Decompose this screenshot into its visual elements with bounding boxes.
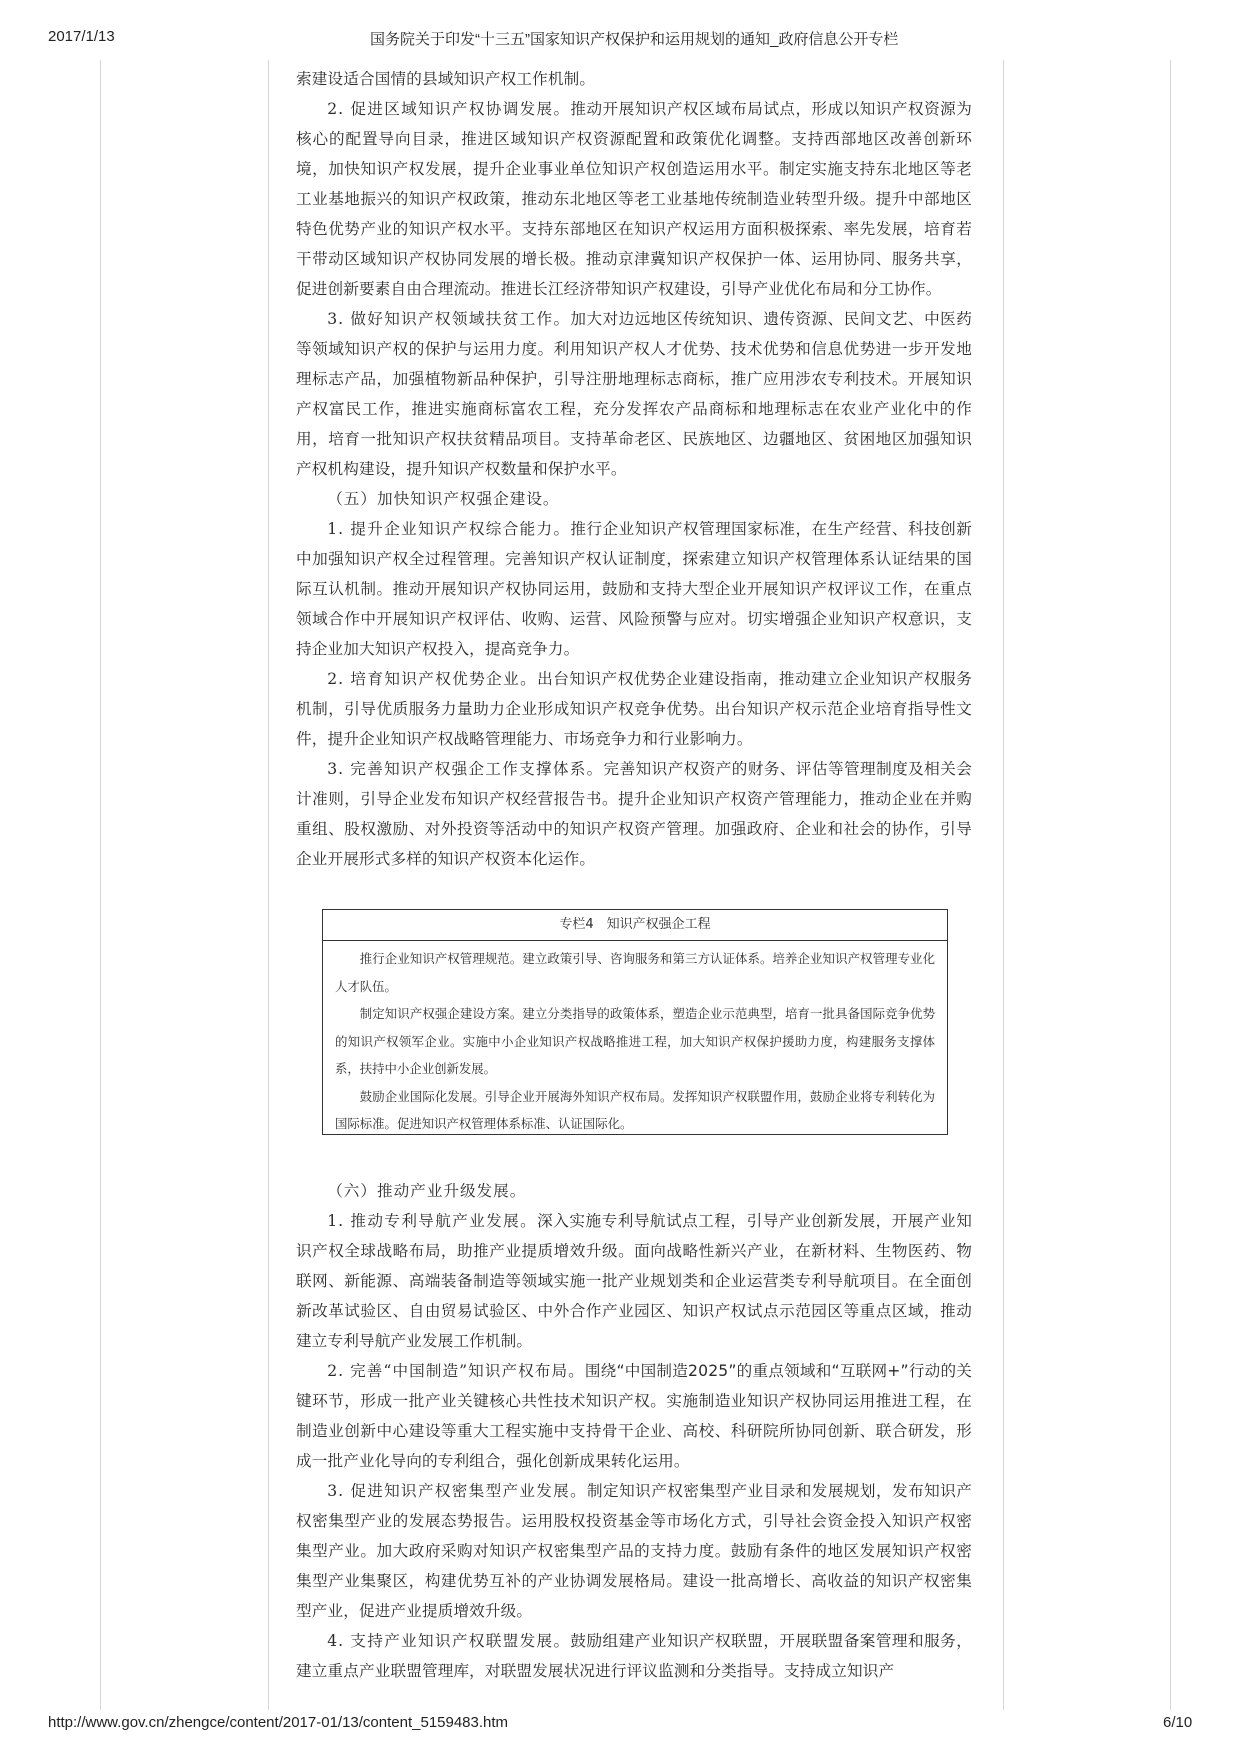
paragraph-text: 推行企业知识产权管理国家标准，在生产经营、科技创新中加强知识产权全过程管理。完善知识产权认证制度，探索建立知识产权管理体系认证结果的国际互认机制。推动开展知识产权协同运用，鼓励和支持大型企业开展知识产权评议工作，在重点领域合作中开展知识产权评估、收购、运营、风险预警与应对。切实增强企业知识产权意识，支持企业加大知识产权投入，提高竞争力。 (296, 520, 972, 658)
box-body (323, 941, 947, 1138)
paragraph-ip-intensive (296, 1476, 972, 1626)
paragraph-lead: 1. 提升企业知识产权综合能力。 (327, 520, 571, 538)
page-number: 6/10 (1163, 1714, 1193, 1731)
paragraph-text: 出台知识产权优势企业建设指南，推动建立企业知识产权服务机制，引导优质服务力量助力企业形成知识产权竞争优势。出台知识产权示范企业培育指导性文件，提升企业知识产权战略管理能力、市场竞争力和行业影响力。 (296, 670, 972, 748)
paragraph-text: 推动开展知识产权区域布局试点，形成以知识产权资源为核心的配置导向目录，推进区域知识产权资源配置和政策优化调整。支持西部地区改善创新环境，加快知识产权发展，提升企业事业单位知识产权创造运用水平。制定实施支持东北地区等老工业基地振兴的知识产权政策，推动东北地区等老工业基地传统制造业转型升级。提升中部地区特色优势产业的知识产权水平。支持东部地区在知识产权运用方面积极探索、率先发展，培育若干带动区域知识产权协同发展的增长极。推动京津冀知识产权保护一体、运用协同、服务共享，促进创新要素自由合理流动。推进长江经济带知识产权建设，引导产业优化布局和分工协作。 (296, 100, 972, 298)
box-item-lead: 推行企业知识产权管理规范。 (359, 951, 523, 966)
left-outer-rule (100, 60, 101, 1710)
print-date: 2017/1/13 (48, 28, 115, 45)
paragraph-text: 完善知识产权资产的财务、评估等管理制度及相关会计准则，引导企业发布知识产权经营报告书。提升企业知识产权资产管理能力，推动企业在并购重组、股权激励、对外投资等活动中的知识产权资产管理。加强政府、企业和社会的协作，引导企业开展形式多样的知识产权资本化运作。 (296, 760, 972, 868)
left-inner-rule (268, 60, 269, 1710)
box-item (335, 1083, 935, 1138)
special-column-box (322, 909, 948, 1135)
paragraph-text: 鼓励组建产业知识产权联盟，开展联盟备案管理和服务，建立重点产业联盟管理库，对联盟发展状况进行评议监测和分类指导。支持成立知识产 (296, 1632, 972, 1680)
right-inner-rule (1003, 60, 1004, 1710)
paragraph-text: 加大对边远地区传统知识、遗传资源、民间文艺、中医药等领域知识产权的保护与运用力度。利用知识产权人才优势、技术优势和信息优势进一步开发地理标志产品，加强植物新品种保护，引导注册地理标志商标，推广应用涉农专利技术。开展知识产权富民工作，推进实施商标富农工程，充分发挥农产品商标和地理标志在农业产业化中的作用，培育一批知识产权扶贫精品项目。支持革命老区、民族地区、边疆地区、贫困地区加强知识产权机构建设，提升知识产权数量和保护水平。 (296, 310, 972, 478)
section-heading-5: （五）加快知识产权强企建设。 (327, 490, 560, 508)
box-item (335, 945, 935, 1000)
box-title: 专栏4 知识产权强企工程 (323, 910, 947, 941)
paragraph-enterprise-capability (296, 514, 972, 664)
article-body-top (296, 64, 972, 874)
print-page-title: 国务院关于印发“十三五”国家知识产权保护和运用规划的通知_政府信息公开专栏 (370, 31, 899, 48)
paragraph-poverty-alleviation (296, 304, 972, 484)
box-item-text: 引导企业开展海外知识产权布局。发挥知识产权联盟作用，鼓励企业将专利转化为国际标准。促进知识产权管理体系标准、认证国际化。 (335, 1088, 936, 1131)
paragraph-patent-navigation (296, 1206, 972, 1356)
paragraph-support-system (296, 754, 972, 874)
paragraph-text: 深入实施专利导航试点工程，引导产业创新发展，开展产业知识产权全球战略布局，助推产业提质增效升级。面向战略性新兴产业，在新材料、生物医药、物联网、新能源、高端装备制造等领域实施一批产业规划类和企业运营类专利导航项目。在全面创新改革试验区、自由贸易试验区、中外合作产业园区、知识产权试点示范园区等重点区域，推动建立专利导航产业发展工作机制。 (296, 1212, 972, 1350)
paragraph-lead: 2. 完善“中国制造”知识产权布局。 (327, 1362, 585, 1380)
box-item-text: 建立分类指导的政策体系，塑造企业示范典型，培育一批具备国际竞争优势的知识产权领军企业。实施中小企业知识产权战略推进工程，加大知识产权保护援助力度，构建服务支撑体系，扶持中小企业创新发展。 (335, 1006, 936, 1076)
section-heading-6: （六）推动产业升级发展。 (327, 1182, 527, 1200)
article-body-bottom (296, 1176, 972, 1686)
paragraph-lead: 1. 推动专利导航产业发展。 (327, 1212, 538, 1230)
paragraph-advantage-enterprises (296, 664, 972, 754)
box-item-lead: 制定知识产权强企建设方案。 (359, 1006, 523, 1021)
paragraph-lead: 3. 促进知识产权密集型产业发展。 (327, 1482, 587, 1500)
paragraph-lead: 2. 促进区域知识产权协调发展。 (327, 100, 571, 118)
paragraph-ip-alliance (296, 1626, 972, 1686)
paragraph-continuation: 索建设适合国情的县域知识产权工作机制。 (296, 70, 596, 88)
paragraph-text: 制定知识产权密集型产业目录和发展规划，发布知识产权密集型产业的发展态势报告。运用股权投资基金等市场化方式，引导社会资金投入知识产权密集型产业。加大政府采购对知识产权密集型产品的支持力度。鼓励有条件的地区发展知识产权密集型产业集聚区，构建优势互补的产业协调发展格局。建设一批高增长、高收益的知识产权密集型产业，促进产业提质增效升级。 (296, 1482, 972, 1620)
paragraph-lead: 2. 培育知识产权优势企业。 (327, 670, 538, 688)
box-item (335, 1000, 935, 1083)
paragraph-lead: 3. 完善知识产权强企工作支撑体系。 (327, 760, 604, 778)
paragraph-lead: 3. 做好知识产权领域扶贫工作。 (327, 310, 571, 328)
paragraph-text: 围绕“中国制造2025”的重点领域和“互联网+”行动的关键环节，形成一批产业关键核心共性技术知识产权。实施制造业知识产权协同运用推进工程，在制造业创新中心建设等重大工程实施中支持骨干企业、高校、科研院所协同创新、联合研发，形成一批产业化导向的专利组合，强化创新成果转化运用。 (296, 1362, 973, 1470)
paragraph-made-in-china (296, 1356, 972, 1476)
paragraph-regional-coordination (296, 94, 972, 304)
box-item-text: 建立政策引导、咨询服务和第三方认证体系。培养企业知识产权管理专业化人才队伍。 (335, 951, 936, 994)
paragraph-lead: 4. 支持产业知识产权联盟发展。 (327, 1632, 571, 1650)
print-url: http://www.gov.cn/zhengce/content/2017-01/13/content_5159483.htm (48, 1714, 509, 1731)
box-item-lead: 鼓励企业国际化发展。 (359, 1088, 485, 1104)
right-outer-rule (1170, 60, 1171, 1710)
